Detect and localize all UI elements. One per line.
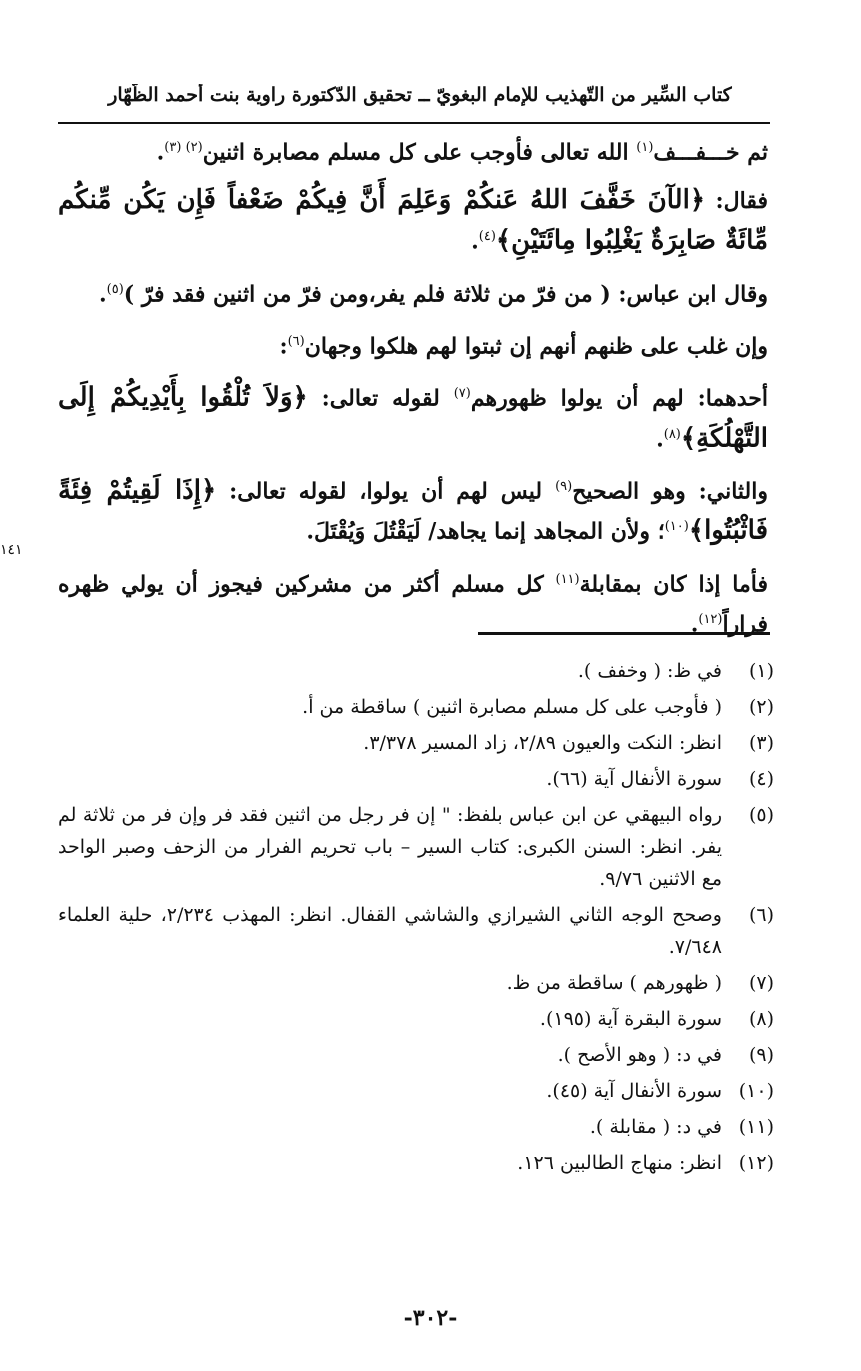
footnote-ref: (٧) xyxy=(453,386,471,402)
margin-folio-note: ١٤١ xyxy=(0,542,23,558)
footnote-ref: (٢) xyxy=(185,140,203,155)
footnote xyxy=(58,763,774,795)
footnotes-rule xyxy=(478,632,770,635)
text-run: أحدهما: لهم أن يولوا ظهورهم xyxy=(470,385,768,412)
footnote-number: (١١) xyxy=(738,1116,774,1138)
footnote-number: (١٠) xyxy=(738,1080,774,1102)
footnote-text: رواه البيهقي عن ابن عباس بلفظ: " إن فر رجل من اثنين فقد فر وإن فر من ثلاثة لم يفر. انظر: السنن الكبرى: كتاب السير – باب تحريم الفرار من الزحف وصبر الواحد مع الاثنين ٩/٧٦. xyxy=(58,804,722,890)
footnote xyxy=(58,655,774,687)
footnote-text: سورة البقرة آية (١٩٥). xyxy=(539,1008,722,1030)
text-run: وقال ابن عباس: ( من فرّ من ثلاثة فلم يفر،ومن فرّ من اثنين فقد فرّ ) xyxy=(123,280,768,307)
text-run: . xyxy=(690,611,699,638)
running-header: كتاب السِّير من التّهذيب للإمام البغويّ ــ تحقيق الدّكتورة راوية بنت أحمد الظّهّار xyxy=(108,84,732,106)
footnote-text: انظر: منهاج الطالبين ١٢٦. xyxy=(517,1152,722,1174)
quran-verse: ﴿وَلاَ تُلْقُوا بِأَيْدِيكُمْ إِلَى التَّهْلُكَةِ﴾ xyxy=(58,382,768,453)
paragraph-1 xyxy=(58,130,768,170)
text-run: ؛ ولأن المجاهد إنما يجاهد/ لَيَقْتُلَ وَيُقْتَلَ. xyxy=(306,518,665,545)
page-number: -٣٠٢- xyxy=(403,1305,458,1331)
footnote-text: في د: ( وهو الأصح ). xyxy=(557,1044,722,1066)
text-run: فأما إذا كان بمقابلة xyxy=(579,570,768,597)
footnote-number: (٧) xyxy=(748,972,774,994)
footnote-number: (١٢) xyxy=(738,1152,774,1174)
paragraph-4 xyxy=(58,324,768,364)
paragraph-3 xyxy=(58,272,768,312)
text-run: كل مسلم أكثر من مشركين فيجوز أن يولي ظهره فراراً xyxy=(58,570,768,638)
text-run: لقوله تعالى: xyxy=(307,385,454,412)
footnote-number: (٥) xyxy=(748,804,774,826)
footnote-ref: (٦) xyxy=(287,333,305,349)
footnote-text: ( فأوجب على كل مسلم مصابرة اثنين ) ساقطة من أ. xyxy=(302,696,722,718)
footnote-ref: (٥) xyxy=(106,281,124,297)
text-run: . xyxy=(156,139,165,166)
footnote xyxy=(58,1003,774,1035)
quran-verse: ﴿إِذَا لَقِيتُمْ فِئَةً فَاثْبُتُوا﴾ xyxy=(58,475,768,546)
text-run: : xyxy=(279,333,288,360)
header-rule xyxy=(58,122,770,124)
footnote-text: في ظ: ( وخفف ). xyxy=(577,660,722,682)
footnote-ref: (١٢) xyxy=(698,611,723,627)
text-run: وإن غلب على ظنهم أنهم إن ثبتوا لهم هلكوا وجهان xyxy=(304,333,768,360)
paragraph-2 xyxy=(58,182,768,259)
footnote xyxy=(58,1147,774,1179)
footnote-ref: (٨) xyxy=(663,426,681,442)
footnote-number: (٢) xyxy=(748,696,774,718)
footnote xyxy=(58,799,774,895)
footnote xyxy=(58,1075,774,1107)
paragraph-7 xyxy=(58,562,768,643)
footnote-number: (٤) xyxy=(748,768,774,790)
footnote-text: سورة الأنفال آية (٦٦). xyxy=(546,768,722,790)
footnote xyxy=(58,967,774,999)
footnote-number: (٨) xyxy=(748,1008,774,1030)
quran-verse: ﴿الآنَ خَفَّفَ اللهُ عَنكُمْ وَعَلِمَ أَنَّ فِيكُمْ ضَعْفاً فَإِن يَكُن مِّنكُم مِّائَةٌ صَابِرَةٌ يَغْلِبُوا مِائَتَيْنِ﴾ xyxy=(58,185,768,256)
footnote-text: في د: ( مقابلة ). xyxy=(589,1116,722,1138)
footnote-ref: (٩) xyxy=(555,478,573,494)
footnote-number: (٣) xyxy=(748,732,774,754)
footnote xyxy=(58,1111,774,1143)
footnote-text: ( ظهورهم ) ساقطة من ظ. xyxy=(506,972,722,994)
text-run: . xyxy=(656,425,664,452)
paragraph-6 xyxy=(58,469,768,550)
footnote-number: (٦) xyxy=(748,904,774,926)
text-run: والثاني: وهو الصحيح xyxy=(572,478,768,505)
footnote-ref: (١١) xyxy=(555,571,580,587)
text-run: ليس لهم أن يولوا، لقوله تعالى: xyxy=(216,478,556,505)
footnotes xyxy=(58,655,774,1183)
text-run: . xyxy=(98,280,107,307)
text-run: ثم خـــفـــف xyxy=(653,139,768,166)
footnote-text: سورة الأنفال آية (٤٥). xyxy=(546,1080,722,1102)
footnote xyxy=(58,899,774,963)
footnote xyxy=(58,1039,774,1071)
footnote-ref: (١٠) xyxy=(664,519,689,535)
footnote-text: انظر: النكت والعيون ٢/٨٩، زاد المسير ٣/٣٧٨. xyxy=(363,732,722,754)
footnote-ref: (٣) xyxy=(164,140,186,155)
text-run: الله تعالى فأوجب على كل مسلم مصابرة اثنين xyxy=(202,139,637,166)
footnote-text: وصحح الوجه الثاني الشيرازي والشاشي القفال. انظر: المهذب ٢/٢٣٤، حلية العلماء ٧/٦٤٨. xyxy=(58,904,722,958)
footnote-ref: (١) xyxy=(636,140,654,155)
footnote-number: (٩) xyxy=(748,1044,774,1066)
footnote xyxy=(58,691,774,723)
footnote xyxy=(58,727,774,759)
footnote-ref: (٤) xyxy=(478,229,496,245)
footnote-number: (١) xyxy=(748,660,774,682)
main-text xyxy=(58,130,768,654)
text-run: فقال: xyxy=(705,188,768,215)
paragraph-5 xyxy=(58,376,768,457)
text-run: . xyxy=(471,228,479,255)
